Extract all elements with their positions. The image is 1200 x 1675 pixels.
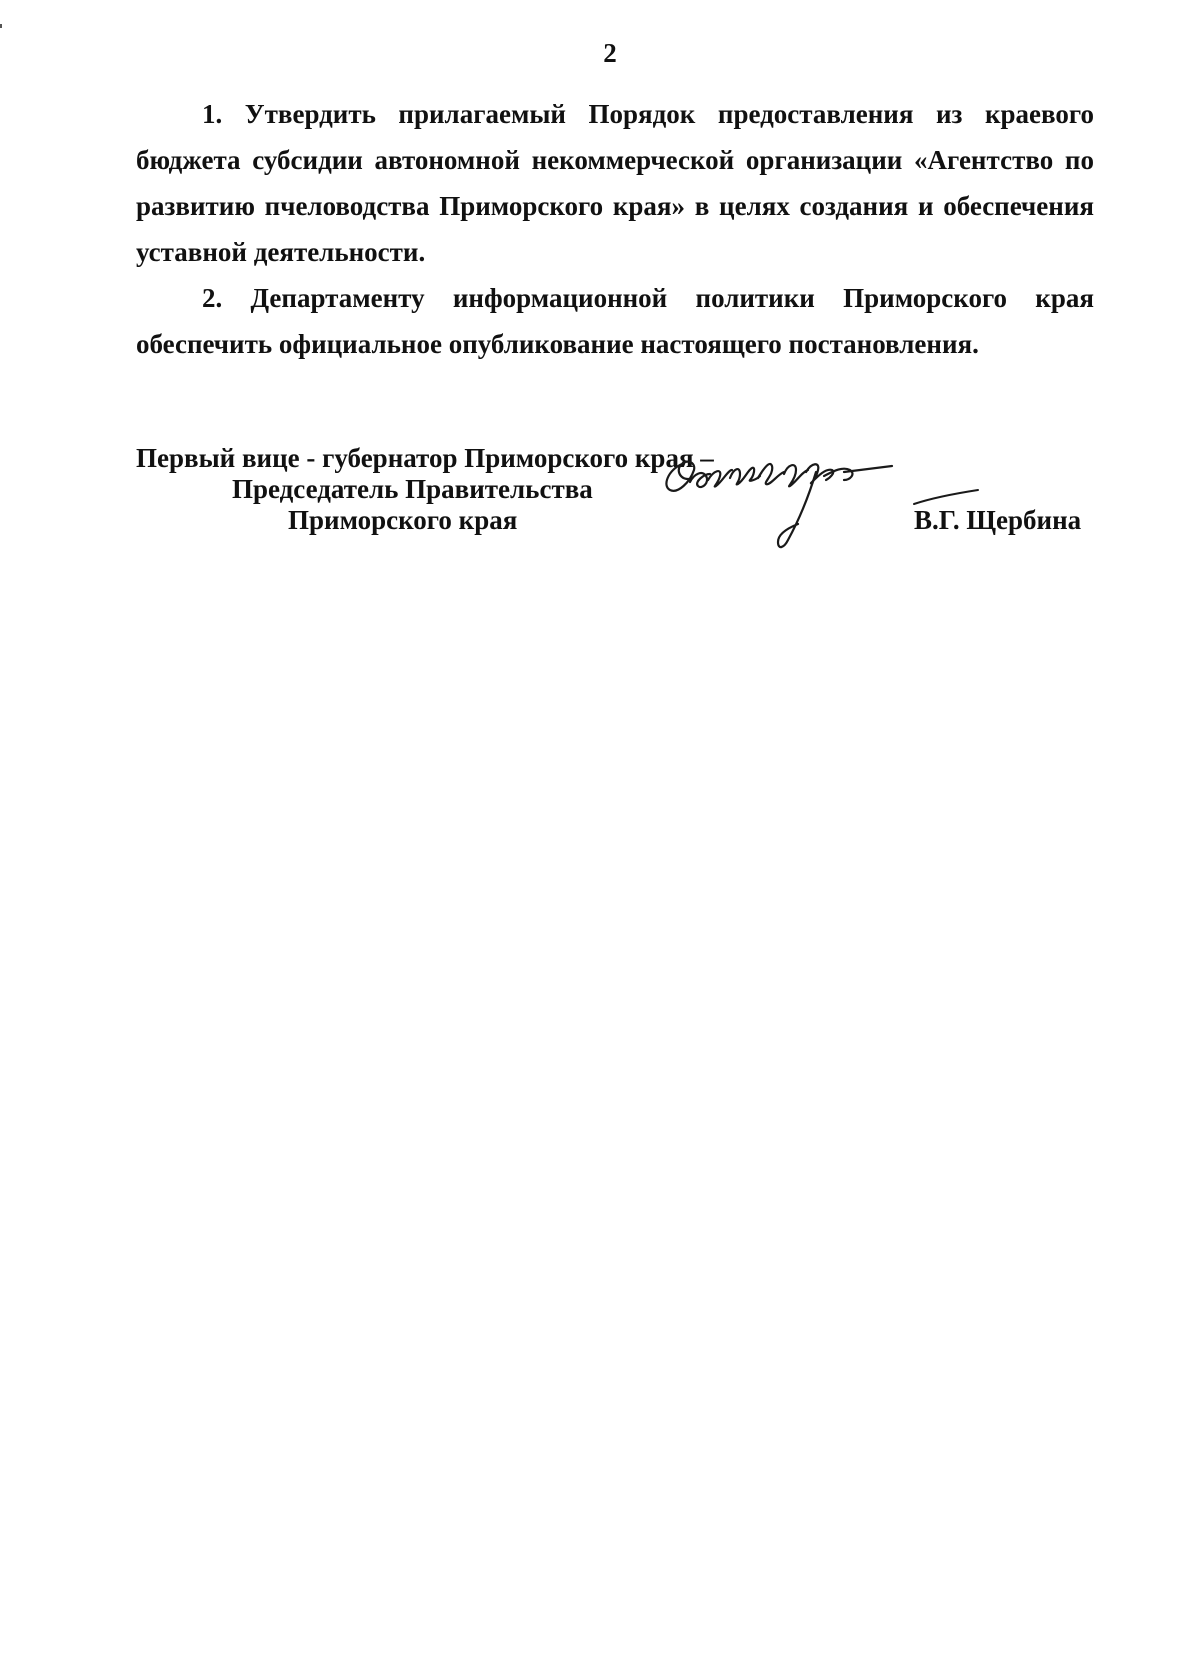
signatory-title bbox=[136, 443, 714, 536]
paragraph-1: 1. Утвердить прилагаемый Порядок предоставления из краевого бюджета субсидии автономной некоммерческой организации «Агентство по развитию пчеловодства Приморского края» в целях создания и обеспечения уставной деятельности. bbox=[136, 99, 1094, 267]
signatory-title-line-3: Приморского края bbox=[288, 505, 518, 535]
signatory-title-line-1: Первый вице - губернатор Приморского края – bbox=[136, 443, 714, 473]
signer-name: В.Г. Щербина bbox=[914, 505, 1082, 535]
handwritten-signature bbox=[660, 452, 910, 564]
signatory-title-line-2: Председатель Правительства bbox=[232, 474, 593, 504]
paragraph-2: 2. Департаменту информационной политики Приморского края обеспечить официальное опубликование настоящего постановления. bbox=[136, 283, 1094, 359]
scan-artifact bbox=[0, 24, 2, 28]
page-number: 2 bbox=[603, 38, 617, 68]
document-body bbox=[136, 91, 1094, 367]
